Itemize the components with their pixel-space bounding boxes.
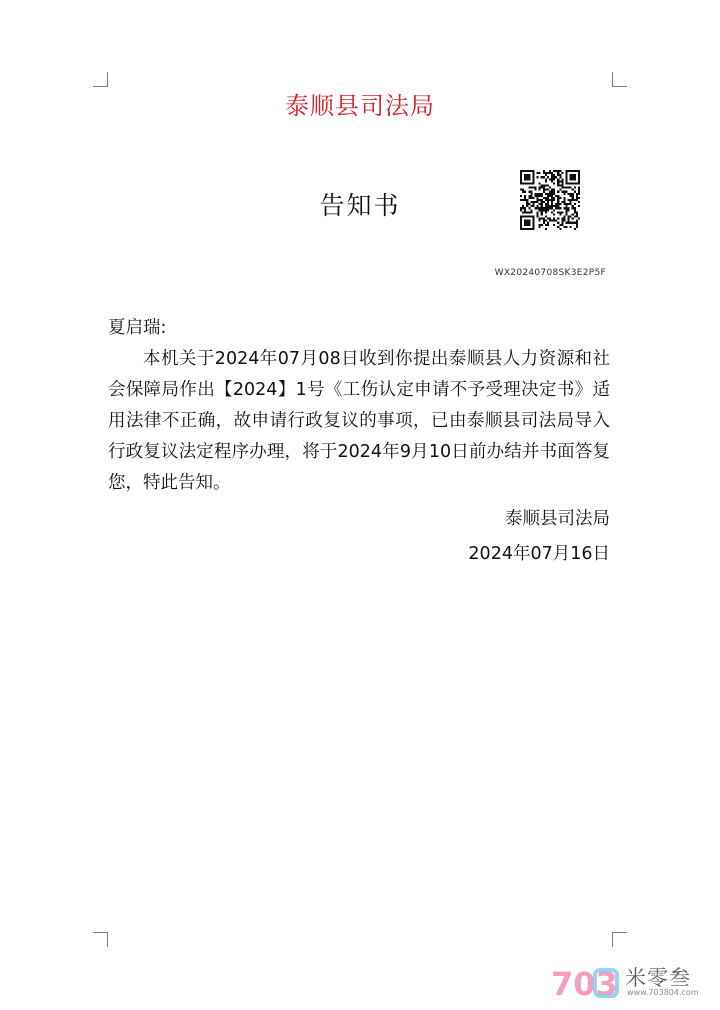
page-corner-mark-top-left [93,72,108,87]
page-corner-mark-bottom-right [612,932,627,947]
page-corner-mark-top-right [612,72,627,87]
page-corner-mark-bottom-left [93,932,108,947]
watermark [549,962,709,1004]
salutation: 夏启瑞: [108,318,167,338]
signature-organization: 泰顺县司法局 [505,509,610,529]
notice-body: 本机关于2024年07月08日收到你提出泰顺县人力资源和社会保障局作出【2024】1号《工伤认定申请不予受理决定书》适用法律不正确，故申请行政复议的事项，已由泰顺县司法局导入行政复议法定程序办理，将于2024年9月10日前办结并书面答复您，特此告知。 [108,349,610,493]
watermark-name: 米零叁 [625,966,691,990]
watermark-url: www.703804.com [627,988,699,997]
qr-code-icon [520,170,580,230]
document-code: WX20240708SK3E2P5F [494,268,606,278]
watermark-logo-text: 703 [551,965,618,1003]
watermark-logo [549,962,621,1004]
document-title: 告知书 [319,191,401,220]
organization-header: 泰顺县司法局 [285,92,435,120]
signature-date: 2024年07月16日 [468,544,610,564]
